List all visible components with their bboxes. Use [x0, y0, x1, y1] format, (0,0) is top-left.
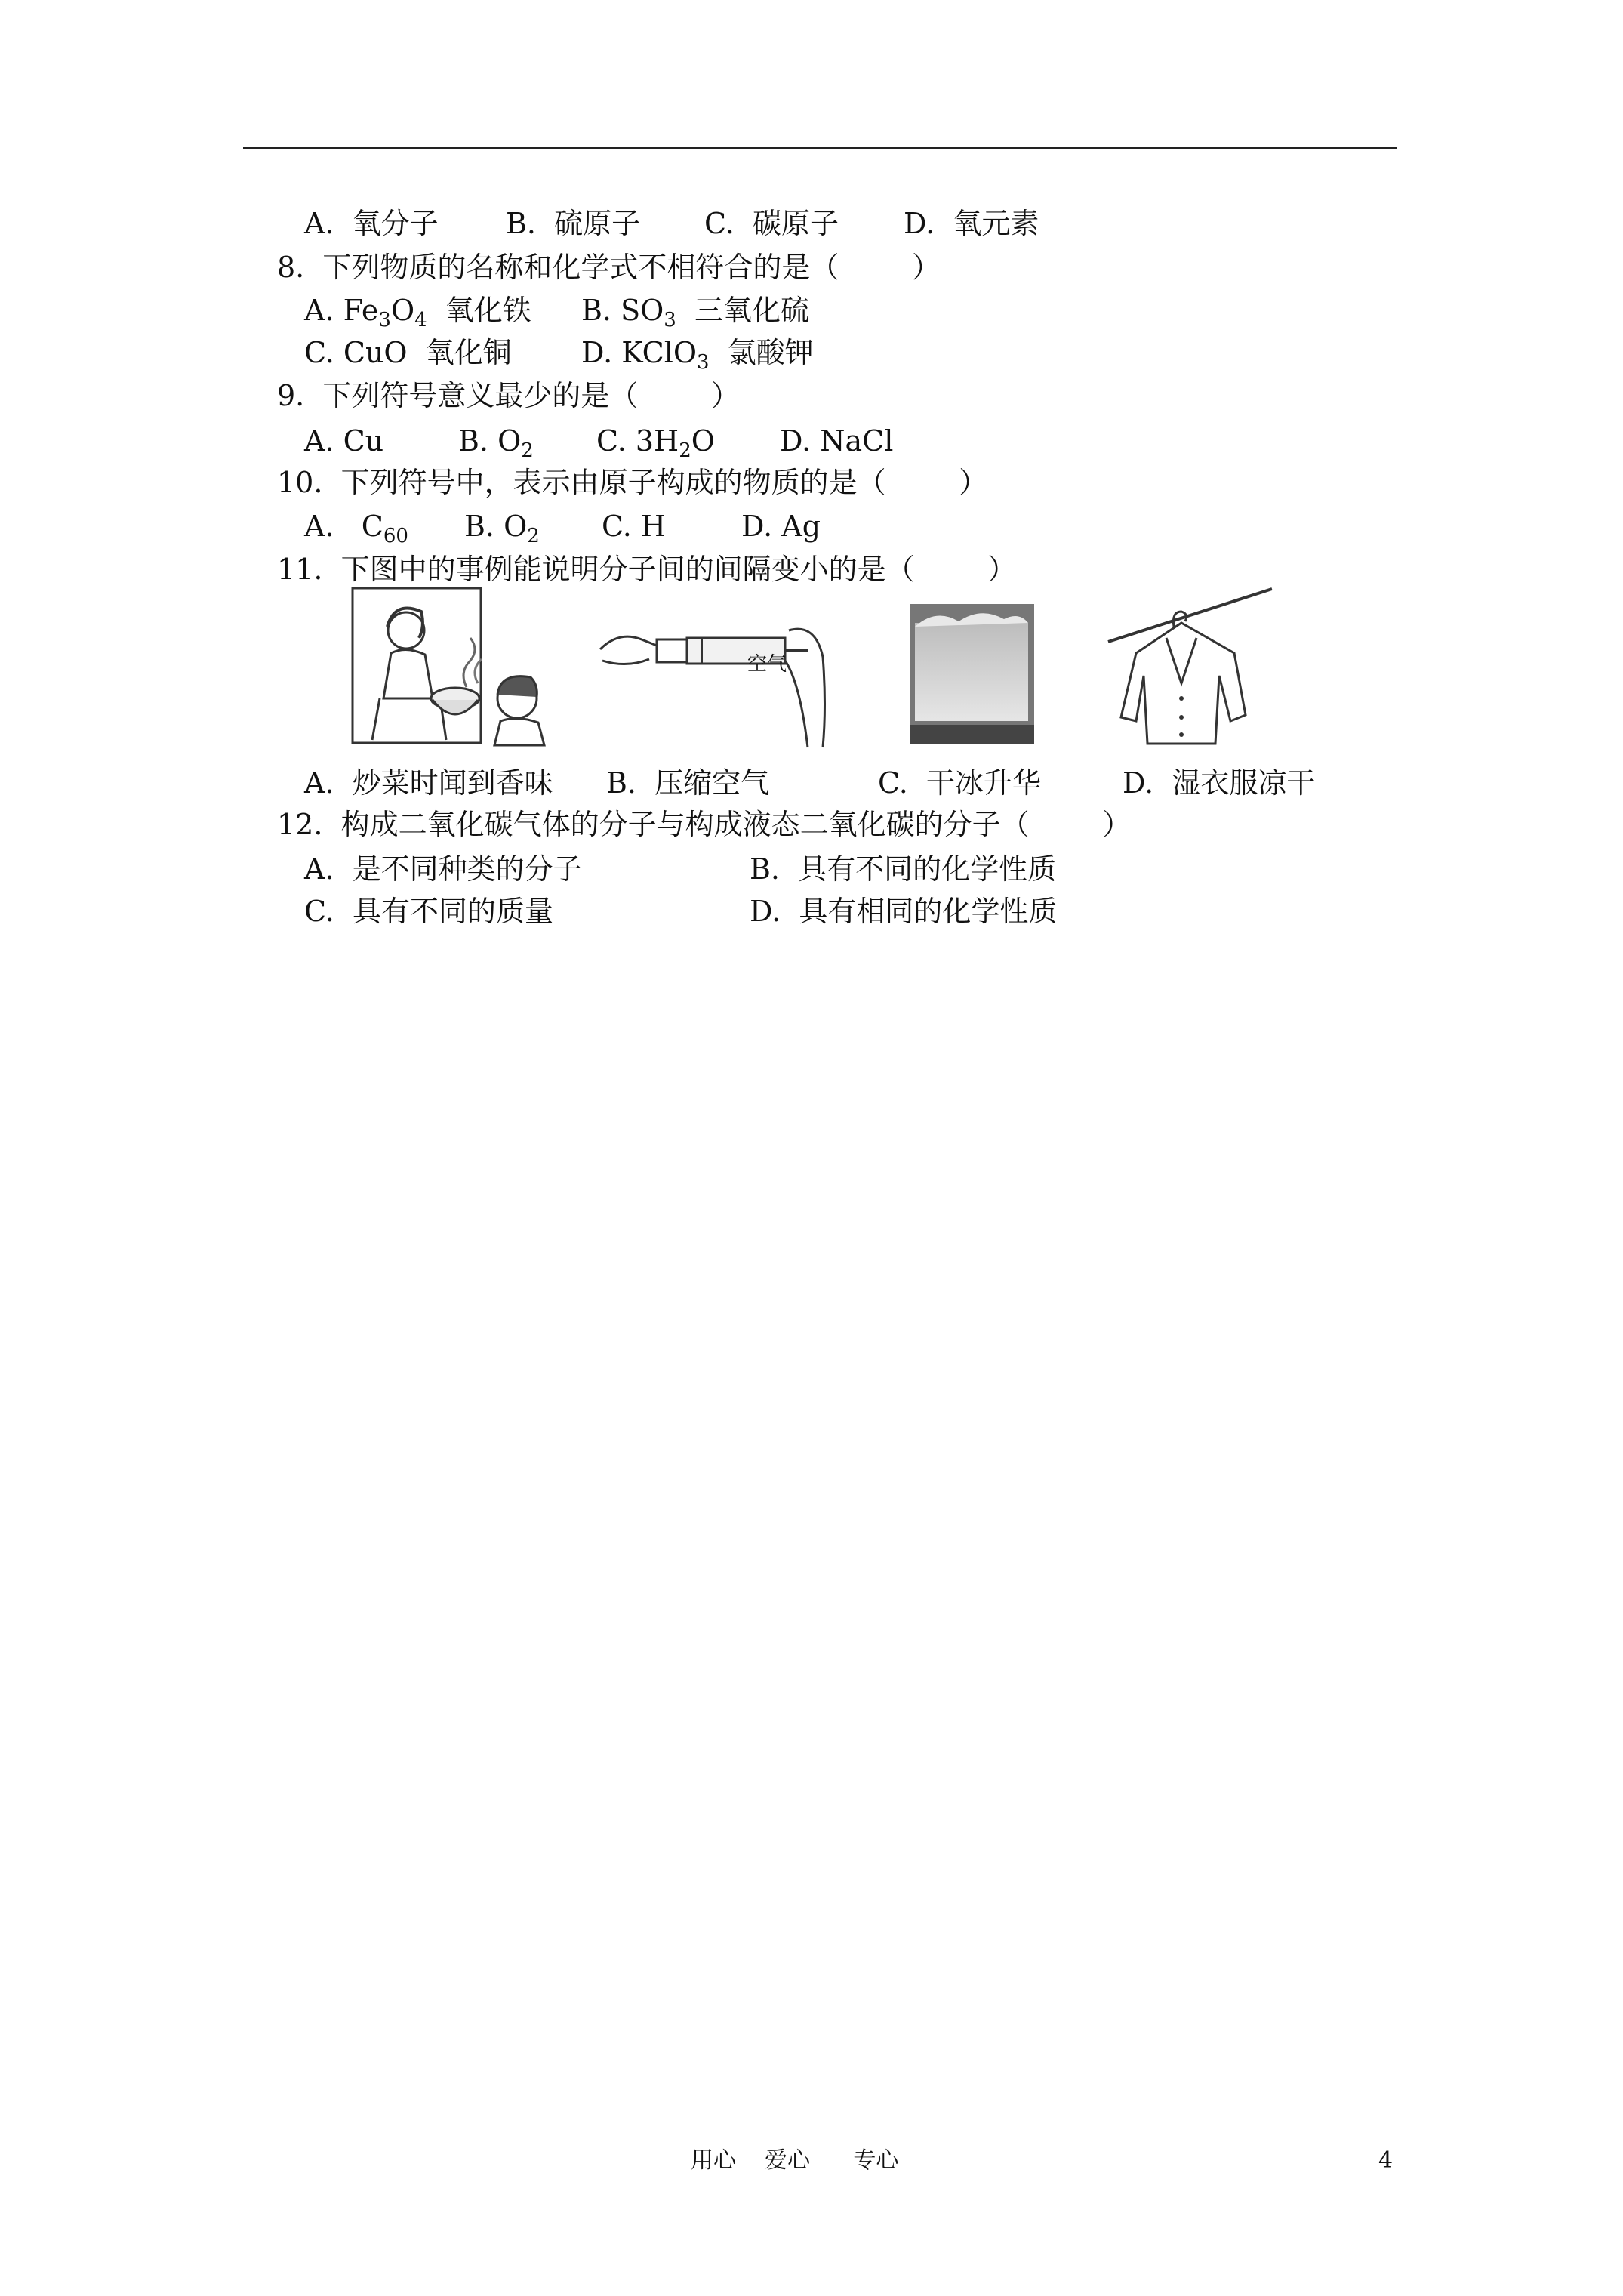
page-number: 4	[1378, 2147, 1394, 2174]
q11-option-d: D. 湿衣服凉干	[1123, 766, 1316, 800]
footer-motto: 用心 爱心 专心	[691, 2147, 899, 2174]
q12-option-d: D. 具有相同的化学性质	[750, 895, 1058, 928]
q12-option-a: A. 是不同种类的分子	[304, 852, 582, 886]
q10-option-c: C. H	[602, 510, 667, 543]
q9-option-c: C. $3H_2O$	[596, 424, 715, 462]
syringe-illustration	[596, 585, 830, 751]
q8-option-b: B. $SO_3$ 三氧化硫	[581, 294, 809, 331]
q12-option-b: B. 具有不同的化学性质	[750, 852, 1057, 886]
q8-stem: 8. 下列物质的名称和化学式不相符合的是（ ）	[277, 251, 941, 284]
q12-stem: 12. 构成二氧化碳气体的分子与构成液态二氧化碳的分子（ ）	[277, 808, 1132, 841]
cooking-illustration	[350, 585, 553, 751]
q10-option-a: A. $C_{60}$	[304, 510, 408, 547]
q11-option-a: A. 炒菜时闻到香味	[304, 766, 553, 800]
q10-option-b: B. $O_2$	[464, 510, 540, 547]
q9-option-d: D. NaCl	[780, 424, 894, 458]
q12-option-c: C. 具有不同的质量	[304, 895, 553, 928]
q8-option-d: D. KClO$_3$ 氯酸钾	[581, 336, 814, 374]
wet-clothes-illustration	[1102, 585, 1276, 751]
q8-option-c: C. CuO 氧化铜	[304, 336, 512, 369]
q11-option-c: C. 干冰升华	[878, 766, 1041, 800]
q9-option-b: B. $O_2$	[458, 424, 534, 462]
q7-option-d: D. 氧元素	[904, 207, 1039, 240]
syringe-label: 空气	[747, 653, 787, 676]
q9-option-a: A. Cu	[304, 424, 384, 458]
q7-option-c: C. 碳原子	[704, 207, 839, 240]
q10-stem: 10. 下列符号中，表示由原子构成的物质的是（ ）	[277, 466, 988, 499]
q8-option-a: A. $Fe_3O_4$ 氧化铁	[304, 294, 531, 331]
dry-ice-photo	[906, 585, 1042, 751]
q9-stem: 9. 下列符号意义最少的是（ ）	[277, 379, 741, 412]
q11-option-b: B. 压缩空气	[606, 766, 770, 800]
q11-stem: 11. 下图中的事例能说明分子间的间隔变小的是（ ）	[277, 553, 1017, 586]
q7-option-a: A. 氧分子	[304, 207, 439, 240]
q10-option-d: D. Ag	[741, 510, 821, 543]
header-rule	[243, 147, 1397, 149]
q7-option-b: B. 硫原子	[506, 207, 641, 240]
